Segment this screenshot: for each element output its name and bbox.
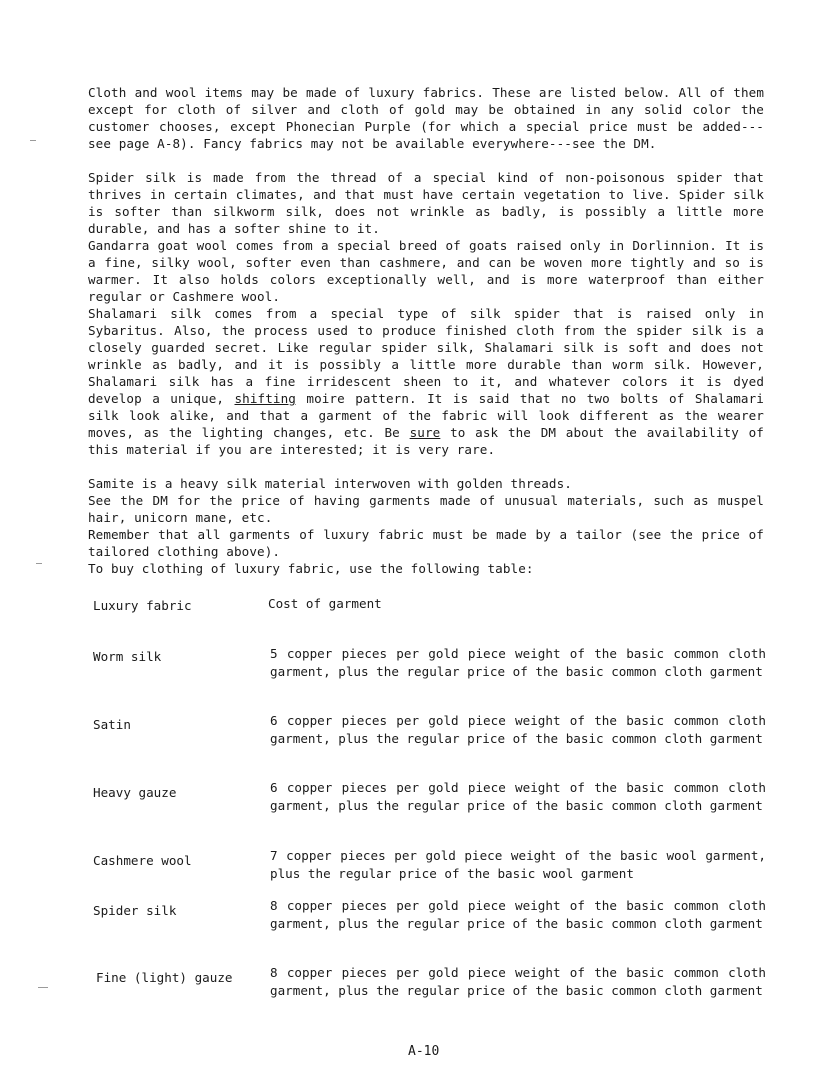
row-fabric-heavy-gauze: Heavy gauze — [93, 785, 177, 800]
tailor-paragraph: Remember that all garments of luxury fabric must be made by a tailor (see the price of tailored clothing above). — [88, 527, 764, 559]
unusual-materials-paragraph: See the DM for the price of having garments made of unusual materials, such as muspel hair, unicorn mane, etc. — [88, 493, 764, 525]
row-cost-fine-light-gauze: 8 copper pieces per gold piece weight of the basic common cloth garment, plus the regular price of the basic common cloth garment — [270, 965, 766, 998]
row-fabric-satin: Satin — [93, 717, 131, 732]
row-cost-worm-silk: 5 copper pieces per gold piece weight of the basic common cloth garment, plus the regular price of the basic common cloth garment — [270, 646, 766, 679]
shifting-underlined: shifting — [234, 391, 296, 406]
row-cost-spider-silk: 8 copper pieces per gold piece weight of the basic common cloth garment, plus the regular price of the basic common cloth garment — [270, 898, 766, 931]
header-luxury-fabric: Luxury fabric — [93, 598, 192, 613]
row-fabric-fine-light-gauze: Fine (light) gauze — [96, 970, 233, 985]
row-cost-heavy-gauze: 6 copper pieces per gold piece weight of the basic common cloth garment, plus the regular price of the basic common cloth garment — [270, 780, 766, 813]
scan-speck — [36, 563, 42, 564]
sure-underlined: sure — [409, 425, 441, 440]
table-intro-paragraph: To buy clothing of luxury fabric, use the following table: — [88, 561, 534, 576]
scan-speck — [30, 140, 36, 141]
shalamari-silk-paragraph — [88, 305, 764, 458]
shalamari-text-c: to ask the DM about the availability of this material if you are interested; it is very rare. — [88, 425, 764, 457]
scan-speck — [38, 987, 48, 988]
row-fabric-worm-silk: Worm silk — [93, 649, 162, 664]
row-cost-satin: 6 copper pieces per gold piece weight of the basic common cloth garment, plus the regular price of the basic common cloth garment — [270, 713, 766, 746]
shalamari-text-a: Shalamari silk comes from a special type of silk spider that is raised only in Sybaritus. Also, the process used to produce finished cloth from the spider silk is a closely guarded secret. Like regular spider silk, Shalamari silk is soft and does not wrinkle as badly, and it is possibly a little more durable than worm silk. However, Shalamari silk has a fine irridescent sheen to it, and whatever colors it is dyed develop a unique, — [88, 306, 764, 406]
row-cost-cashmere-wool: 7 copper pieces per gold piece weight of the basic wool garment, plus the regular price of the basic wool garment — [270, 848, 766, 881]
intro-paragraph: Cloth and wool items may be made of luxury fabrics. These are listed below. All of them except for cloth of silver and cloth of gold may be obtained in any solid color the customer chooses, except Phonecian Purple (for which a special price must be added---see page A-8). Fancy fabrics may not be available everywhere---see the DM. — [88, 85, 764, 151]
row-fabric-cashmere-wool: Cashmere wool — [93, 853, 192, 868]
gandarra-wool-paragraph: Gandarra goat wool comes from a special breed of goats raised only in Dorlinnion. It is a fine, silky wool, softer even than cashmere, and can be woven more tightly and so is warmer. It also holds colors exceptionally well, and is more waterproof than either regular or Cashmere wool. — [88, 238, 764, 304]
samite-paragraph: Samite is a heavy silk material interwoven with golden threads. — [88, 476, 572, 491]
spider-silk-paragraph: Spider silk is made from the thread of a special kind of non-poisonous spider that thrives in certain climates, and that must have certain vegetation to live. Spider silk is softer than silkworm silk, does not wrinkle as badly, is possibly a little more durable, and has a softer shine to it. — [88, 170, 764, 236]
page-number: A-10 — [408, 1044, 440, 1059]
row-fabric-spider-silk: Spider silk — [93, 903, 177, 918]
shalamari-text-b: moire pattern. It is said that no two bolts of Shalamari silk look alike, and that a garment of the fabric will look different as the wearer moves, as the lighting changes, etc. Be — [88, 391, 764, 440]
header-cost-of-garment: Cost of garment — [268, 596, 382, 611]
